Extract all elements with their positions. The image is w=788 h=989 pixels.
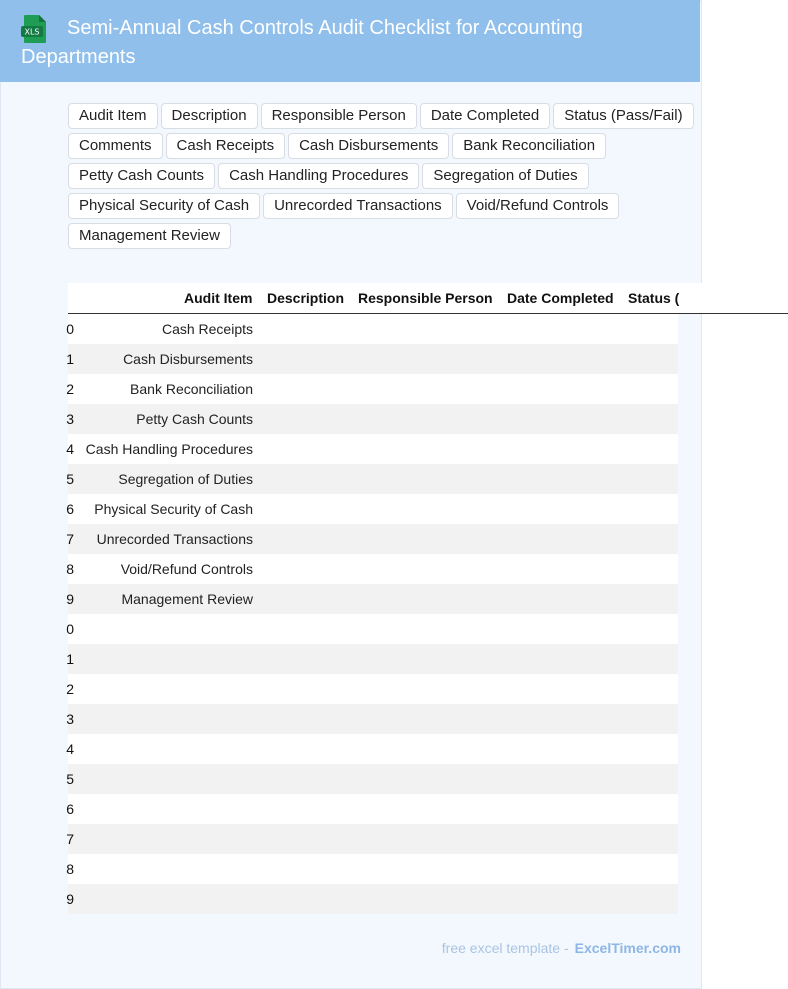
row-index: 7 <box>66 531 74 547</box>
row-index: 3 <box>66 411 74 427</box>
row-index: 8 <box>66 861 74 877</box>
field-chip[interactable]: Comments <box>68 133 163 159</box>
table-row[interactable] <box>68 734 678 764</box>
audit-item-cell[interactable]: Petty Cash Counts <box>136 411 253 427</box>
field-chip[interactable]: Date Completed <box>420 103 550 129</box>
field-chip[interactable]: Cash Disbursements <box>288 133 449 159</box>
footer-brand-link[interactable]: ExcelTimer.com <box>574 940 681 956</box>
table-row[interactable] <box>68 824 678 854</box>
table-row[interactable] <box>68 404 678 434</box>
field-chip[interactable]: Segregation of Duties <box>422 163 588 189</box>
row-index: 2 <box>66 681 74 697</box>
audit-item-cell[interactable]: Physical Security of Cash <box>94 501 253 517</box>
table-row[interactable] <box>68 434 678 464</box>
column-header-audit-item[interactable]: Audit Item <box>184 290 253 306</box>
field-chip[interactable]: Cash Handling Procedures <box>218 163 419 189</box>
audit-item-cell[interactable]: Cash Receipts <box>161 321 253 337</box>
table-row[interactable] <box>68 794 678 824</box>
row-index: 1 <box>66 351 74 367</box>
row-index: 7 <box>66 831 74 847</box>
table-row[interactable] <box>68 374 678 404</box>
table-row[interactable] <box>68 494 678 524</box>
row-index: 0 <box>66 621 74 637</box>
table-row[interactable] <box>68 854 678 884</box>
table-row[interactable] <box>68 554 678 584</box>
field-chip[interactable]: Responsible Person <box>261 103 417 129</box>
field-chip[interactable]: Physical Security of Cash <box>68 193 260 219</box>
table-row[interactable] <box>68 584 678 614</box>
field-chip[interactable]: Unrecorded Transactions <box>263 193 453 219</box>
audit-item-cell[interactable]: Segregation of Duties <box>118 471 253 487</box>
column-header-responsible-person[interactable]: Responsible Person <box>358 290 493 306</box>
table-row[interactable] <box>68 884 678 914</box>
column-header-status[interactable]: Status ( <box>628 290 680 306</box>
row-index: 5 <box>66 471 74 487</box>
table-row[interactable] <box>68 614 678 644</box>
field-chip[interactable]: Audit Item <box>68 103 158 129</box>
row-index: 2 <box>66 381 74 397</box>
field-chip[interactable]: Description <box>161 103 258 129</box>
row-index: 6 <box>66 501 74 517</box>
table-row[interactable] <box>68 644 678 674</box>
audit-item-cell[interactable]: Cash Handling Procedures <box>85 441 253 457</box>
row-index: 9 <box>66 591 74 607</box>
audit-item-cell[interactable]: Void/Refund Controls <box>120 561 253 577</box>
field-chip[interactable]: Bank Reconciliation <box>452 133 606 159</box>
row-index: 3 <box>66 711 74 727</box>
table-row[interactable] <box>68 704 678 734</box>
header-bar <box>0 0 700 82</box>
audit-item-cell[interactable]: Management Review <box>121 591 253 607</box>
audit-item-cell[interactable]: Unrecorded Transactions <box>96 531 253 547</box>
table-row[interactable] <box>68 344 678 374</box>
column-header-date-completed[interactable]: Date Completed <box>507 290 614 306</box>
row-index: 9 <box>66 891 74 907</box>
footer-credit <box>442 940 681 956</box>
svg-text:XLS: XLS <box>24 27 40 37</box>
audit-item-cell[interactable]: Bank Reconciliation <box>130 381 253 397</box>
row-index: 6 <box>66 801 74 817</box>
table-row[interactable] <box>68 674 678 704</box>
column-header-description[interactable]: Description <box>267 290 345 306</box>
table-row[interactable] <box>68 764 678 794</box>
field-chip[interactable]: Status (Pass/Fail) <box>553 103 693 129</box>
field-chip[interactable]: Petty Cash Counts <box>68 163 215 189</box>
field-chip[interactable]: Cash Receipts <box>166 133 286 159</box>
row-index: 0 <box>66 321 74 337</box>
row-index: 8 <box>66 561 74 577</box>
row-index: 5 <box>66 771 74 787</box>
table-row[interactable] <box>68 524 678 554</box>
table-row[interactable] <box>68 314 678 344</box>
audit-item-cell[interactable]: Cash Disbursements <box>123 351 253 367</box>
row-index: 4 <box>66 741 74 757</box>
table-body <box>68 314 678 914</box>
table-row[interactable] <box>68 464 678 494</box>
field-chip[interactable]: Void/Refund Controls <box>456 193 620 219</box>
field-chip-list <box>68 103 698 249</box>
audit-table <box>68 283 678 914</box>
footer-text: free excel template - <box>441 940 569 956</box>
field-chip[interactable]: Management Review <box>68 223 231 249</box>
table-header <box>68 283 788 314</box>
row-index: 1 <box>66 651 74 667</box>
row-index: 4 <box>66 441 74 457</box>
page-title: Semi-Annual Cash Controls Audit Checklist for Accounting Departments <box>21 17 583 68</box>
